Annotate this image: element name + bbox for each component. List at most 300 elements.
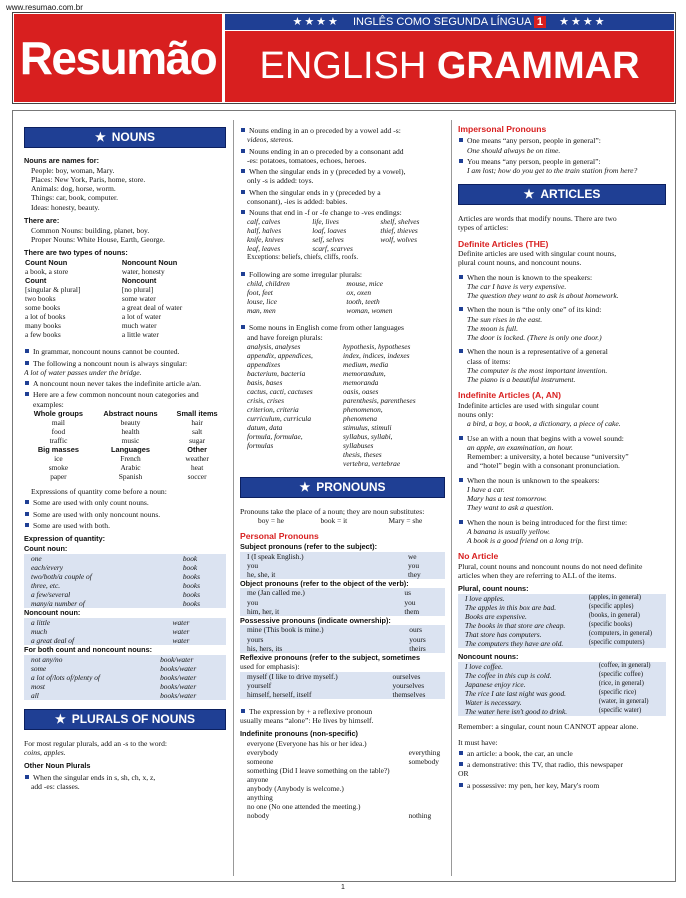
table-cell: (water, in general) [598, 698, 666, 707]
list-item: A noncount noun never takes the indefinite article a/an. [24, 379, 226, 388]
table-cell: water [172, 627, 226, 636]
table-cell: health [121, 426, 140, 436]
table-cell: basis, bases [247, 377, 283, 387]
table-cell: [singular & plural] [25, 285, 81, 295]
reflexive-pronouns-table [240, 672, 445, 699]
list-item: In grammar, noncount nouns cannot be counted. [24, 347, 226, 356]
table-row [240, 775, 445, 784]
count-noun-label: Count noun: [24, 543, 68, 553]
table-cell: books/water [159, 664, 226, 673]
no-article-intro-cont: articles when they are referring to ALL of the items. [458, 571, 617, 581]
types-table [24, 258, 226, 339]
table-cell: scarf, scarves [312, 244, 353, 254]
table-cell: two/both/a couple of [24, 572, 182, 581]
article-rule [458, 273, 666, 301]
table-cell: thief, thieves [380, 226, 418, 236]
noncount-examples-table [458, 662, 666, 716]
quantity-intro: Expressions of quantity come before a noun: [31, 487, 167, 497]
table-cell: (specific computers) [588, 639, 666, 648]
table-cell: Big masses [37, 444, 79, 454]
list-item: When the noun is unknown to the speakers: [458, 476, 666, 485]
pronoun-examples [240, 516, 445, 525]
column-divider [451, 120, 452, 876]
no-article-heading: No Article [458, 551, 499, 562]
table-cell: anything [247, 793, 273, 803]
table-cell: thesis, theses [343, 450, 382, 460]
brand-logo: Resumão [14, 14, 222, 102]
table-row [240, 625, 445, 634]
table-cell: Mary = she [388, 516, 423, 526]
remember-note: Remember: a singular, count noun CANNOT appear alone. [458, 722, 639, 732]
example-text: class of items: [467, 356, 511, 366]
table-cell: Spanish [118, 472, 143, 482]
list-item: One means “any person, people in general”: [458, 136, 666, 145]
table-row [240, 757, 445, 766]
table-row [240, 414, 445, 423]
table-row [240, 672, 445, 681]
table-cell: Abstract nouns [103, 408, 158, 418]
table-row [240, 351, 445, 360]
table-cell: curriculum, curricula [247, 414, 312, 424]
example-text: The question they want to ask is about homework. [467, 291, 619, 301]
table-cell: not any/no [24, 655, 159, 664]
indefinite-pronouns-label: Indefinite pronouns (non-specific) [240, 729, 358, 739]
star-icon: ★ [94, 130, 106, 144]
table-cell: memoranda [343, 377, 379, 387]
table-cell: The coffee in this cup is cold. [458, 671, 598, 680]
table-cell: French [120, 453, 141, 463]
table-cell: formulas [247, 441, 274, 451]
table-cell: memorandum, [343, 368, 386, 378]
table-cell: hypothesis, hypotheses [343, 341, 411, 351]
table-row [24, 627, 226, 636]
pronouns-header: ★ PRONOUNS [240, 477, 445, 498]
example-text: Mary has a test tomorrow. [467, 494, 547, 504]
table-cell: food [51, 426, 66, 436]
table-row [240, 516, 445, 525]
table-cell: woman, women [346, 306, 393, 316]
must-have-label: It must have: [458, 737, 498, 747]
table-row [24, 427, 226, 436]
plural-count-label: Plural, count nouns: [458, 584, 529, 594]
table-cell: I love apples. [458, 594, 588, 603]
table-cell: shelf, shelves [380, 217, 420, 227]
table-cell: yours [240, 635, 408, 644]
table-cell: knife, knives [247, 235, 284, 245]
example-text: an apple, an examination, an hour. [467, 442, 573, 452]
table-row [240, 432, 445, 441]
table-cell: ox, oxen [346, 288, 372, 298]
table-cell: Count [25, 276, 47, 286]
table-cell: a great deal of [24, 636, 172, 645]
list-item: usually means “alone”: He lives by himself. [240, 716, 374, 726]
list-item: Common Nouns: building, planet, boy. [31, 225, 150, 235]
personal-pronouns-heading: Personal Pronouns [240, 531, 319, 542]
table-cell [408, 766, 445, 775]
table-cell [379, 244, 445, 253]
table-row [458, 689, 666, 698]
list-item: Some are used with both. [24, 521, 226, 530]
indefinite-items [458, 434, 666, 546]
table-cell: Noncount Noun [121, 258, 178, 268]
list-item: When the singular ends in s, sh, ch, x, z, [24, 773, 226, 782]
table-cell: phenomena [343, 414, 378, 424]
table-cell: books [182, 581, 226, 590]
list-item: Nouns ending in an o preceded by a vowel add -s: [240, 126, 445, 135]
table-row [240, 552, 445, 561]
table-row [24, 572, 226, 581]
table-cell: Other [187, 444, 207, 454]
table-cell: you [240, 561, 407, 570]
example-text: I am lost; how do you get to the train station from here? [467, 166, 638, 176]
table-row [240, 570, 445, 579]
list-item: Nouns that end in -f or -fe change to -ves endings: [240, 208, 445, 217]
column-divider [233, 120, 234, 876]
table-row [458, 680, 666, 689]
table-row [240, 226, 445, 235]
table-cell: Water is necessary. [458, 698, 598, 707]
table-cell: louse, lice [247, 297, 277, 307]
reflexive-pronouns-label-cont: used for emphasis): [240, 662, 300, 672]
table-cell: child, children [247, 279, 290, 289]
table-cell: books [182, 572, 226, 581]
star-icon: ★ [523, 187, 535, 202]
table-row [458, 698, 666, 707]
table-cell: crisis, crises [247, 395, 284, 405]
table-row [24, 294, 226, 303]
table-row [240, 802, 445, 811]
page-title [225, 31, 674, 102]
example-text: A book is a good friend on a long trip. [467, 536, 584, 546]
table-cell: a lot of books [25, 312, 66, 322]
table-cell: Japanese enjoy rice. [458, 680, 598, 689]
table-cell: (specific water) [598, 707, 666, 716]
table-row [240, 635, 445, 644]
possessive-pronouns-table [240, 625, 445, 652]
subject-pronouns-table [240, 552, 445, 579]
table-cell: ourselves [392, 672, 445, 681]
article-rule [458, 434, 666, 471]
list-item: Things: car, book, computer. [31, 193, 119, 203]
table-row [240, 450, 445, 459]
table-row [458, 671, 666, 680]
table-row [240, 342, 445, 351]
table-row [240, 369, 445, 378]
table-cell [408, 784, 445, 793]
example-text: The computer is the most important invention. [467, 365, 608, 375]
table-row [240, 288, 445, 297]
list-item: Some are used with only count nouns. [24, 498, 226, 507]
table-cell: leaf, leaves [247, 244, 281, 254]
table-cell: mine (This book is mine.) [240, 625, 408, 634]
table-row [24, 673, 226, 682]
table-cell: a few/several [24, 590, 182, 599]
example-text: One should always be on time. [467, 145, 561, 155]
quantity-heading: Expression of quantity: [24, 534, 106, 544]
table-cell: man, men [247, 306, 276, 316]
table-cell: some [24, 664, 159, 673]
table-cell: everything [408, 748, 441, 758]
series-strip [225, 14, 674, 30]
table-cell: appendixes [247, 359, 281, 369]
list-item: a possessive: my pen, her key, Mary's room [458, 781, 666, 790]
list-item: When the noun is a representative of a general [458, 347, 666, 356]
table-cell: much water [121, 321, 157, 331]
list-item: Here are a few common noncount noun categories and examples: [24, 390, 226, 409]
table-cell: book/water [159, 655, 226, 664]
table-cell: you [240, 598, 403, 607]
list-item: When the noun is “the only one” of its kind: [458, 305, 666, 314]
table-row [24, 599, 226, 608]
table-cell: me (Jan called me.) [240, 588, 403, 597]
table-cell: books/water [159, 682, 226, 691]
table-cell: books [182, 599, 226, 608]
table-row [240, 588, 445, 597]
indefinite-intro-cont: nouns only: [458, 410, 494, 420]
table-cell: loaf, loaves [312, 226, 347, 236]
definite-items [458, 273, 666, 385]
table-cell: syllabuses [343, 441, 374, 451]
table-row [240, 598, 445, 607]
series-label: INGLÊS COMO SEGUNDA LÍNGUA [352, 16, 531, 28]
table-cell [408, 739, 445, 748]
table-row [24, 563, 226, 572]
table-row [24, 445, 226, 454]
table-row [24, 267, 226, 276]
table-cell: everybody [247, 748, 279, 758]
example-text: I have a car. [467, 484, 505, 494]
table-cell: them [403, 607, 445, 616]
table-row [240, 739, 445, 748]
table-row [24, 472, 226, 481]
table-cell [408, 793, 445, 802]
reflexive-pronouns-label: Reflexive pronouns (refer to the subject, sometimes [240, 652, 421, 662]
table-row [240, 387, 445, 396]
table-cell: two books [25, 294, 56, 304]
table-cell: analysis, analyses [247, 341, 301, 351]
example-text: The moon is full. [467, 323, 519, 333]
table-cell: nothing [408, 811, 432, 821]
table-cell: calf, calves [247, 217, 281, 227]
table-cell: they [407, 570, 445, 579]
table-cell: The computers they have are old. [458, 639, 588, 648]
table-row [458, 662, 666, 671]
table-cell: each/every [24, 563, 182, 572]
table-row [458, 603, 666, 612]
table-cell: books [182, 590, 226, 599]
table-cell: everyone (Everyone has his or her idea.) [247, 739, 367, 749]
f-ves-table [240, 217, 445, 253]
table-cell: heat [190, 463, 204, 473]
table-cell: salt [191, 426, 203, 436]
table-cell: many/a number of [24, 599, 182, 608]
table-row [24, 664, 226, 673]
table-cell: all [24, 691, 159, 700]
table-cell: yourselves [392, 681, 445, 690]
example-text: and “hotel” begin with a consonant pronunciation. [467, 461, 620, 471]
table-row [24, 303, 226, 312]
star-icon: ★★★★ [559, 16, 607, 28]
table-cell: a few books [25, 330, 61, 340]
table-cell: nobody [247, 811, 270, 821]
impersonal-pronouns-heading: Impersonal Pronouns [458, 124, 547, 134]
table-cell: book [182, 554, 226, 563]
table-cell: medium, media [343, 359, 389, 369]
table-row [240, 607, 445, 616]
list-item: Places: New York, Paris, home, store. [31, 174, 146, 184]
table-cell: a little water [121, 330, 159, 340]
or-label: OR [458, 769, 469, 779]
table-cell: book = it [320, 516, 348, 526]
table-cell: books/water [159, 691, 226, 700]
table-row [240, 441, 445, 450]
example-text: The piano is a beautiful instrument. [467, 375, 576, 385]
title-light: ENGLISH [259, 45, 427, 87]
nouns-header: ★ NOUNS [24, 127, 226, 148]
table-cell: oasis, oases [343, 386, 379, 396]
list-item: You means “any person, people in general”: [458, 157, 666, 166]
list-item: and have foreign plurals: [247, 332, 323, 342]
list-item: People: boy, woman, Mary. [31, 165, 115, 175]
table-cell: one [24, 554, 182, 563]
quantity-both-table [24, 655, 226, 700]
list-item: an article: a book, the car, an uncle [458, 749, 666, 758]
list-item: only -s is added: toys. [247, 176, 314, 186]
table-cell: music [121, 435, 140, 445]
example-text: Remember: a university, a hotel because “university” [467, 452, 629, 462]
table-cell: (computers, in general) [588, 630, 666, 639]
table-cell: foot, feet [247, 288, 273, 298]
table-cell: (coffee, in general) [598, 662, 666, 671]
table-row [240, 306, 445, 315]
list-item: Animals: dog, horse, worm. [31, 184, 116, 194]
series-number: 1 [534, 16, 546, 28]
table-row [458, 639, 666, 648]
table-cell: appendix, appendices, [247, 350, 313, 360]
table-row [240, 811, 445, 820]
table-cell: (apples, in general) [588, 594, 666, 603]
table-cell: tooth, teeth [346, 297, 380, 307]
quantity-noncount-table [24, 618, 226, 645]
site-url[interactable]: www.resumao.com.br [6, 3, 83, 12]
foreign-plurals-table [240, 342, 445, 468]
table-cell: half, halves [247, 226, 282, 236]
example-text: A banana is usually yellow. [467, 526, 551, 536]
list-item: When the noun is known to the speakers: [458, 273, 666, 282]
quantity-count-table [24, 554, 226, 608]
table-row [240, 396, 445, 405]
table-cell: self, selves [312, 235, 344, 245]
table-row [24, 590, 226, 599]
articles-intro-cont: types of articles: [458, 223, 509, 233]
page-header [12, 12, 676, 104]
indefinite-articles-heading: Indefinite Articles (A, AN) [458, 390, 561, 401]
table-row [24, 312, 226, 321]
table-cell: vertebra, vertebrae [343, 459, 401, 469]
possessive-pronouns-label: Possessive pronouns (indicate ownership): [240, 615, 391, 625]
table-cell: life, lives [312, 217, 339, 227]
table-row [240, 793, 445, 802]
list-item: Nouns ending in an o preceded by a consonant add [240, 147, 445, 156]
example-text: The car I have is very expensive. [467, 281, 567, 291]
both-nouns-label: For both count and noncount nouns: [24, 645, 153, 655]
table-cell: syllabus, syllabi, [343, 432, 393, 442]
column-2 [240, 124, 445, 876]
list-item: Some are used with only noncount nouns. [24, 510, 226, 519]
table-cell: paper [50, 472, 67, 482]
object-pronouns-label: Object pronouns (refer to the object of the verb): [240, 578, 409, 588]
table-cell: boy = he [258, 516, 284, 526]
table-cell: phenomenon, [343, 405, 383, 414]
table-row [458, 594, 666, 603]
list-item: When the singular ends in y (preceded by a [240, 188, 445, 197]
example-text: The door is locked. (There is only one door.) [467, 333, 602, 343]
table-cell: mouse, mice [346, 279, 383, 289]
table-cell: wolf, wolves [380, 235, 417, 245]
example-text: videos, stereos. [247, 135, 294, 145]
table-cell: (specific books) [588, 621, 666, 630]
table-cell: soccer [187, 472, 207, 482]
there-are-heading: There are: [24, 215, 60, 225]
table-row [240, 459, 445, 468]
indefinite-intro: Indefinite articles are used with singular count [458, 400, 599, 410]
table-cell: index, indices, indexes [343, 350, 410, 360]
table-cell: myself (I like to drive myself.) [240, 672, 392, 681]
table-row [240, 766, 445, 775]
table-cell: ice [54, 453, 63, 463]
table-cell: beauty [120, 417, 141, 427]
column-3 [458, 124, 666, 876]
names-list [24, 166, 226, 212]
article-rule [458, 518, 666, 546]
column-1 [24, 124, 226, 876]
table-row [24, 454, 226, 463]
exceptions-text: Exceptions: beliefs, chiefs, cliffs, roofs. [247, 253, 359, 262]
table-cell [408, 802, 445, 811]
table-row [24, 655, 226, 664]
indefinite-pronouns-table [240, 739, 445, 820]
table-row [24, 321, 226, 330]
table-cell: Small items [176, 408, 218, 418]
table-row [24, 636, 226, 645]
table-row [24, 463, 226, 472]
table-cell: a book, a store [25, 267, 69, 277]
article-rule [458, 476, 666, 513]
object-pronouns-table [240, 588, 445, 615]
page-number: 1 [341, 884, 345, 891]
table-row [240, 279, 445, 288]
no-article-intro: Plural, count nouns and noncount nouns do not need definite [458, 561, 643, 571]
list-item: a demonstrative: this TV, that radio, this newspaper [458, 760, 666, 769]
table-cell: anybody (Anybody is welcome.) [247, 784, 344, 794]
table-cell: (specific coffee) [598, 671, 666, 680]
table-row [24, 682, 226, 691]
table-cell: Whole groups [33, 408, 84, 418]
table-row [240, 235, 445, 244]
table-cell: a great deal of water [121, 303, 183, 313]
table-cell: water, honesty [121, 267, 165, 277]
types-heading: There are two types of nouns: [24, 248, 128, 258]
table-row [240, 217, 445, 226]
table-cell: a lot of/lots of/plenty of [24, 673, 159, 682]
table-row [458, 612, 666, 621]
table-cell: many books [25, 321, 61, 331]
noncount-label: Noncount nouns: [458, 652, 519, 662]
table-cell: Languages [110, 444, 150, 454]
table-cell: stimulus, stimuli [343, 423, 392, 433]
table-cell: us [403, 588, 445, 597]
table-cell: [no plural] [121, 285, 154, 295]
